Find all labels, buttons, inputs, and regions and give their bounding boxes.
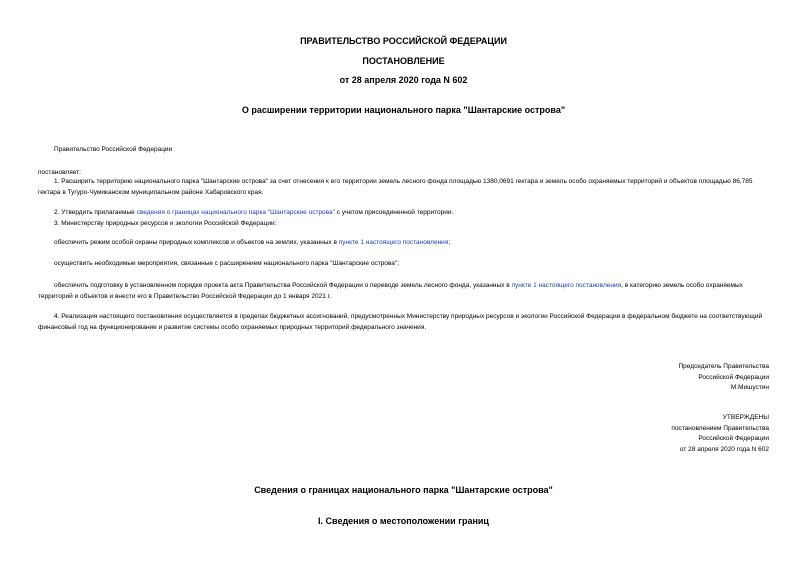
paragraph-3b: осуществить необходимые мероприятия, связанные с расширением национального парка "Шантарские острова";: [54, 260, 400, 267]
point-1-link[interactable]: пункте 1 настоящего постановления: [338, 239, 449, 246]
boundaries-info-link[interactable]: сведения о границах национального парка "Шантарские острова": [136, 209, 335, 216]
approval-status: УТВЕРЖДЕНЫ: [722, 414, 769, 421]
paragraph-2-text-before: 2. Утвердить прилагаемые: [54, 209, 137, 216]
signature-position: Председатель Правительства: [678, 363, 769, 370]
paragraph-3c: [38, 280, 768, 302]
decrees-text: постановляет:: [38, 169, 81, 176]
point-1-link-2[interactable]: пункте 1 настоящего постановления: [511, 282, 622, 289]
approval-by: постановлением Правительства: [671, 424, 769, 432]
appendix-title: Сведения о границах национального парка "Шантарские острова": [254, 485, 553, 495]
issuer-text: Правительство Российской Федерации: [54, 146, 173, 153]
government-heading: ПРАВИТЕЛЬСТВО РОССИЙСКОЙ ФЕДЕРАЦИИ: [300, 36, 507, 46]
approval-block: [671, 413, 769, 455]
paragraph-3a: [38, 237, 768, 248]
paragraph-2-text-after: с учетом присоединенной территории.: [334, 209, 454, 216]
paragraph-3a-text-before: обеспечить режим особой охраны природных комплексов и объектов на землях, указанных в: [54, 239, 339, 246]
signature-organization: Российской Федерации: [698, 373, 769, 381]
appendix-section-title: I. Сведения о местоположении границ: [318, 516, 489, 526]
paragraph-1: 1. Расширить территорию национального парка "Шантарские острова" за счет отнесения к его территории земель лесного фонда площадью 1380,0691 гектара и земель особо охраняемых территорий и объектов площадью 86,785 гектара в Тугуро-Чумиканском муниципальном районе Хабаровского края.: [38, 178, 753, 196]
paragraph-4: 4. Реализация настоящего постановления осуществляется в пределах бюджетных ассигнований, предусмотренных Министерству природных ресурсов и экологии Российской Федерации в федеральном бюджете на соответствующий финансовый год на функционирование и развитие системы особо охраняемых природных территорий федерального значения.: [38, 313, 763, 331]
date-number-heading: от 28 апреля 2020 года N 602: [339, 75, 468, 85]
paragraph-3a-text-after: ;: [448, 239, 451, 246]
signature-block: [678, 362, 769, 394]
signature-name: М.Мишустин: [730, 384, 769, 391]
approval-date: от 28 апреля 2020 года N 602: [679, 445, 769, 453]
paragraph-3: 3. Министерству природных ресурсов и экологии Российской Федерации:: [54, 220, 277, 227]
paragraph-3c-text-after: , в категорию земель особо охраняемых территорий и объектов и внести его в Правительство Российской Федерации до 1 января 2021 г.: [38, 282, 743, 300]
approval-organization: Российской Федерации: [698, 435, 769, 442]
paragraph-3c-text-before: обеспечить подготовку в установленном порядке проекта акта Правительства Российской Федерации о переводе земель лесного фонда, указанных в: [54, 282, 512, 289]
document-title: О расширении территории национального парка "Шантарские острова": [241, 105, 566, 115]
doc-type-heading: ПОСТАНОВЛЕНИЕ: [362, 56, 445, 66]
paragraph-2: [38, 207, 768, 218]
